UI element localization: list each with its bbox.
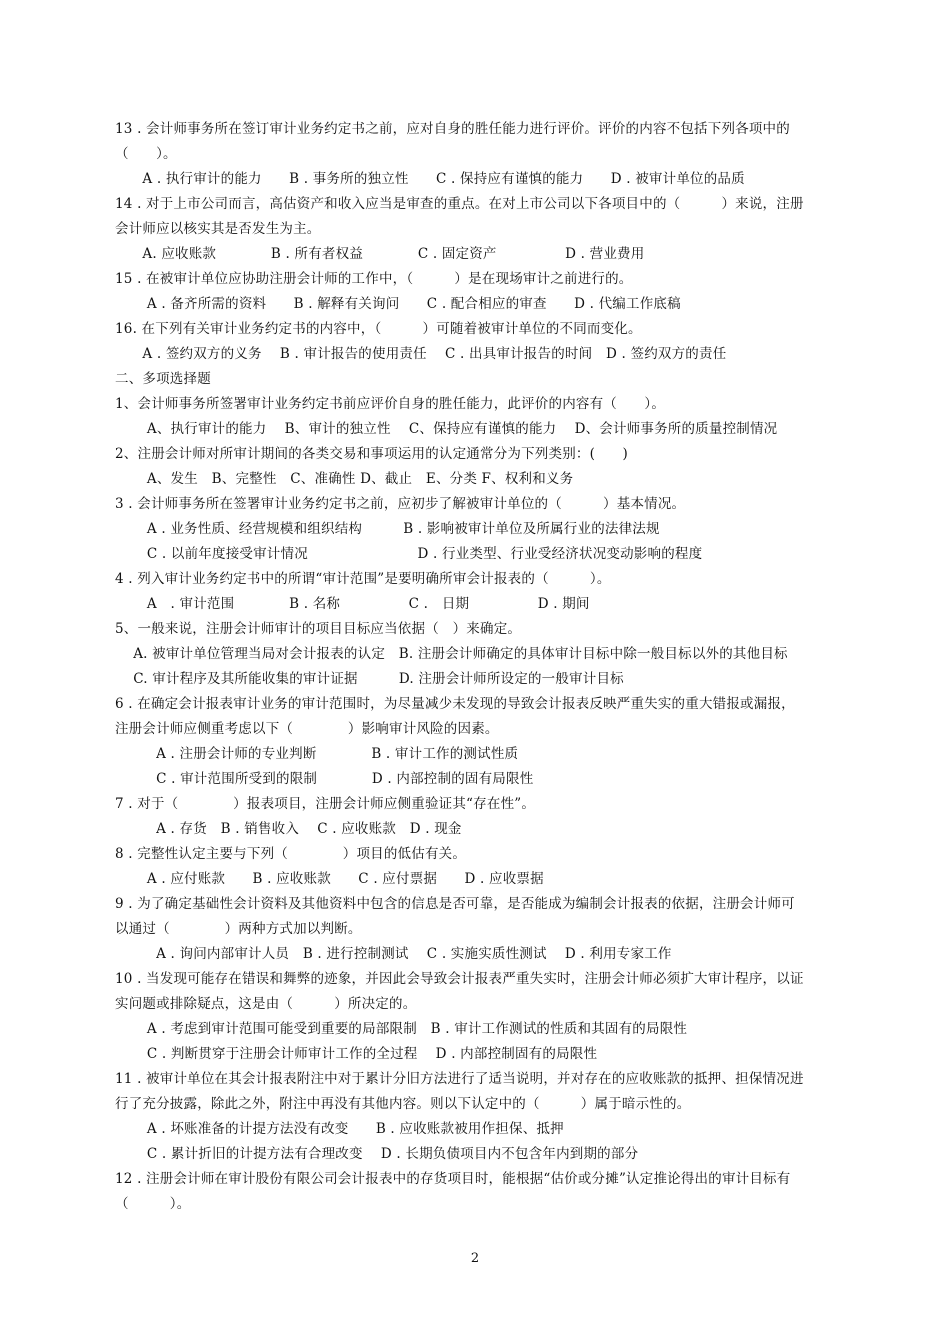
text-line: C . 累计折旧的计提方法有合理改变 D . 长期负债项目内不包含年内到期的部分 — [115, 1146, 639, 1162]
text-line: C . 审计范围所受到的限制 D . 内部控制的固有局限性 — [115, 771, 534, 787]
text-line: 10 . 当发现可能存在错误和舞弊的迹象，并因此会导致会计报表严重失实时，注册会计师必须扩大审计程序，以证 — [115, 971, 804, 987]
text-line: 12 . 注册会计师在审计股份有限公司会计报表中的存货项目时，能根据“估价或分摊”认定推论得出的审计目标有 — [115, 1171, 791, 1187]
text-line: A . 注册会计师的专业判断 B . 审计工作的测试性质 — [115, 746, 519, 762]
text-line: A、执行审计的能力 B、审计的独立性 C、保持应有谨慎的能力 D、会计师事务所的质量控制情况 — [115, 421, 778, 437]
text-line: A . 询问内部审计人员 B . 进行控制测试 C . 实施实质性测试 D . 利用专家工作 — [115, 946, 672, 962]
text-line: 实问题或排除疑点，这是由（ ）所决定的。 — [115, 996, 417, 1012]
text-line: 4 . 列入审计业务约定书中的所谓“审计范围”是要明确所审会计报表的（ ）。 — [115, 571, 611, 587]
text-line: A . 执行审计的能力 B . 事务所的独立性 C . 保持应有谨慎的能力 D . 被审计单位的品质 — [115, 171, 745, 187]
text-line: 6 . 在确定会计报表审计业务的审计范围时，为尽量减少未发现的导致会计报表反映严重失实的重大错报或漏报， — [115, 696, 795, 712]
text-line: A . 应付账款 B . 应收账款 C . 应付票据 D . 应收票据 — [115, 871, 544, 887]
text-line: 11 . 被审计单位在其会计报表附注中对于累计分旧方法进行了适当说明，并对存在的应收账款的抵押、担保情况进 — [115, 1071, 804, 1087]
text-line: （ ）。 — [115, 146, 177, 162]
text-line: 5、一般来说，注册会计师审计的项目目标应当依据（ ）来确定。 — [115, 621, 522, 637]
text-line: 13 . 会计师事务所在签订审计业务约定书之前，应对自身的胜任能力进行评价。评价的内容不包括下列各项中的 — [115, 121, 790, 137]
text-line: A . 审计范围 B . 名称 C . 日期 D . 期间 — [115, 596, 590, 612]
text-line: 2、注册会计师对所审计期间的各类交易和事项运用的认定通常分为下列类别：( ) — [115, 446, 628, 462]
text-line: 16. 在下列有关审计业务约定书的内容中，（ ）可随着被审计单位的不同而变化。 — [115, 321, 642, 337]
text-line: A. 被审计单位管理当局对会计报表的认定 B. 注册会计师确定的具体审计目标中除一般目标以外的其他目标 — [115, 646, 788, 662]
text-line: 行了充分披露，除此之外，附注中再没有其他内容。则以下认定中的（ ）属于暗示性的。 — [115, 1096, 691, 1112]
text-line: C . 判断贯穿于注册会计师审计工作的全过程 D . 内部控制固有的局限性 — [115, 1046, 598, 1062]
text-line: 14 . 对于上市公司而言，高估资产和收入应当是审查的重点。在对上市公司以下各项目中的（ ）来说，注册 — [115, 196, 804, 212]
text-line: A . 考虑到审计范围可能受到重要的局部限制 B . 审计工作测试的性质和其固有的局限性 — [115, 1021, 688, 1037]
text-line: 8 . 完整性认定主要与下列（ ）项目的低估有关。 — [115, 846, 467, 862]
text-line: （ ）。 — [115, 1196, 191, 1212]
text-line: A . 备齐所需的资料 B . 解释有关询问 C . 配合相应的审查 D . 代编工作底稿 — [115, 296, 681, 312]
text-line: A . 业务性质、经营规模和组织结构 B . 影响被审计单位及所属行业的法律法规 — [115, 521, 660, 537]
text-line: A . 存货 B . 销售收入 C . 应收账款 D . 现金 — [115, 821, 462, 837]
text-line: A . 坏账准备的计提方法没有改变 B . 应收账款被用作担保、抵押 — [115, 1121, 564, 1137]
text-line: 以通过（ ）两种方式加以判断。 — [115, 921, 362, 937]
text-line: 会计师应以核实其是否发生为主。 — [115, 221, 321, 237]
text-line: A、发生 B、完整性 C、准确性 D、截止 E、分类 F、权利和义务 — [115, 471, 574, 487]
text-line: A. 应收账款 B . 所有者权益 C . 固定资产 D . 营业费用 — [115, 246, 645, 262]
text-line: 1、会计师事务所签署审计业务约定书前应评价自身的胜任能力，此评价的内容有（ ）。 — [115, 396, 666, 412]
text-line: 注册会计师应侧重考虑以下（ ）影响审计风险的因素。 — [115, 721, 499, 737]
page-number: 2 — [470, 1251, 480, 1266]
text-line: 二、多项选择题 — [115, 371, 211, 387]
text-line: 9 . 为了确定基础性会计资料及其他资料中包含的信息是否可靠，是否能成为编制会计报表的依据，注册会计师可 — [115, 896, 795, 912]
text-line: 3 . 会计师事务所在签署审计业务约定书之前，应初步了解被审计单位的（ ）基本情况。 — [115, 496, 686, 512]
text-line: A . 签约双方的义务 B . 审计报告的使用责任 C . 出具审计报告的时间 D . 签约双方的责任 — [115, 346, 727, 362]
text-line: C. 审计程序及其所能收集的审计证据 D. 注册会计师所设定的一般审计目标 — [115, 671, 624, 687]
text-line: C . 以前年度接受审计情况 D . 行业类型、行业受经济状况变动影响的程度 — [115, 546, 703, 562]
text-line: 15 . 在被审计单位应协助注册会计师的工作中，（ ）是在现场审计之前进行的。 — [115, 271, 633, 287]
text-line: 7 . 对于（ ）报表项目，注册会计师应侧重验证其“存在性”。 — [115, 796, 536, 812]
